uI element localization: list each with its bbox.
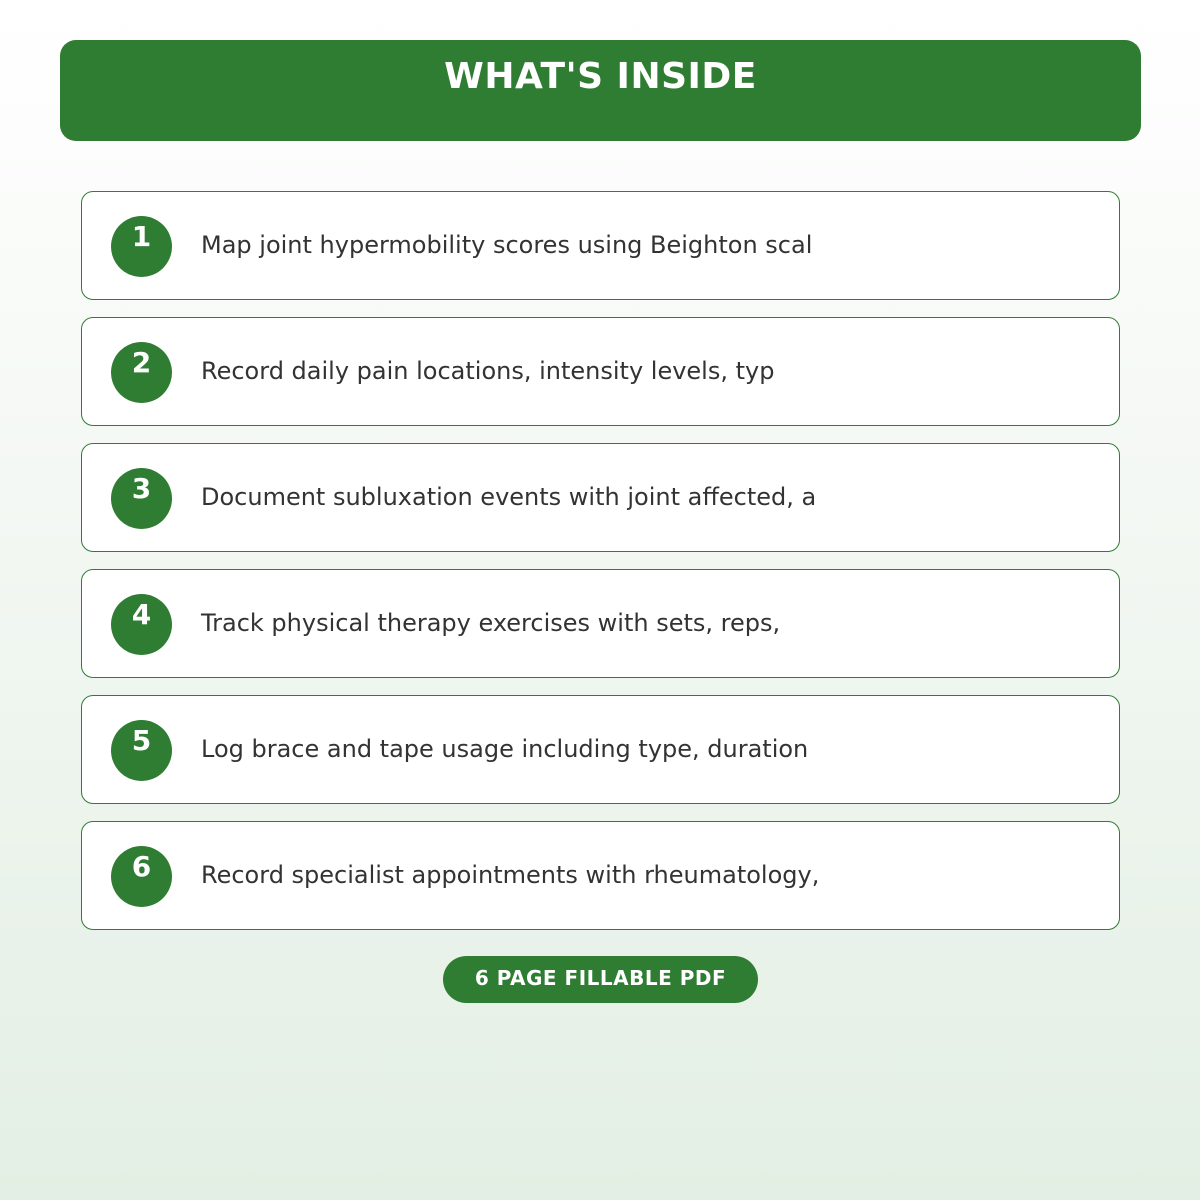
item-text: Document subluxation events with joint affected, a <box>201 483 817 511</box>
format-badge: 6 PAGE FILLABLE PDF <box>443 956 758 1003</box>
item-number: 1 <box>131 220 152 253</box>
list-item <box>81 443 1120 552</box>
list-item <box>81 821 1120 930</box>
page-title: WHAT'S INSIDE <box>444 56 757 97</box>
number-badge-icon <box>111 594 172 655</box>
header-banner <box>60 40 1141 141</box>
list-item <box>81 317 1120 426</box>
item-number: 3 <box>131 472 152 505</box>
item-number: 5 <box>131 724 152 757</box>
list-item <box>81 695 1120 804</box>
item-text: Track physical therapy exercises with sets, reps, <box>201 609 781 637</box>
item-number: 4 <box>131 598 152 631</box>
number-badge-icon <box>111 720 172 781</box>
list-item <box>81 191 1120 300</box>
item-number: 2 <box>131 346 152 379</box>
item-text: Map joint hypermobility scores using Beighton scal <box>201 231 813 259</box>
list-item <box>81 569 1120 678</box>
number-badge-icon <box>111 216 172 277</box>
item-text: Record specialist appointments with rheumatology, <box>201 861 820 889</box>
number-badge-icon <box>111 846 172 907</box>
item-text: Record daily pain locations, intensity levels, typ <box>201 357 775 385</box>
number-badge-icon <box>111 342 172 403</box>
number-badge-icon <box>111 468 172 529</box>
item-text: Log brace and tape usage including type, duration <box>201 735 809 763</box>
feature-list <box>81 191 1120 947</box>
item-number: 6 <box>131 850 152 883</box>
